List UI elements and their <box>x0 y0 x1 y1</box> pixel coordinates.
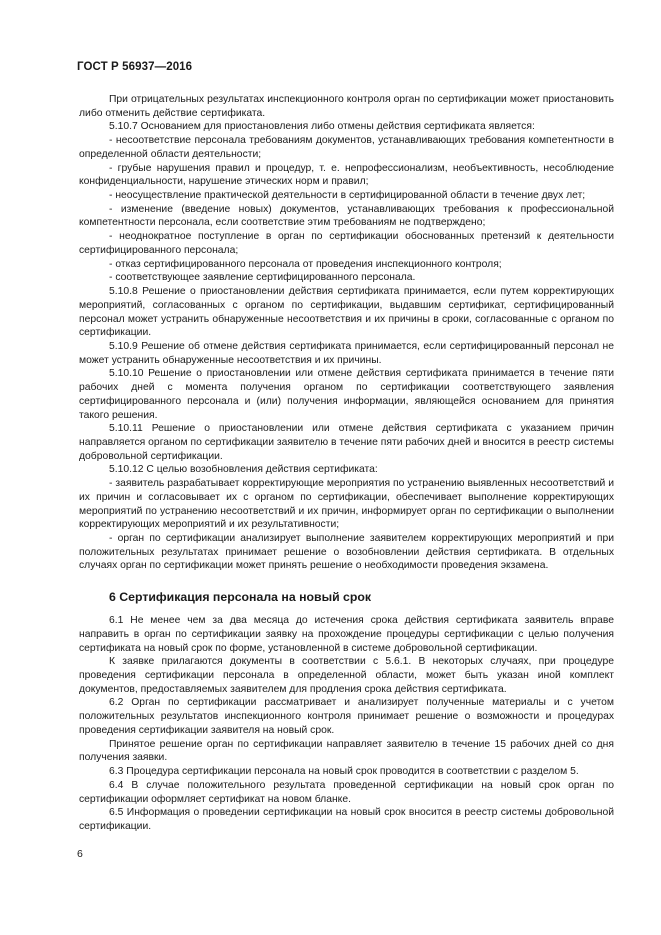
paragraph: 5.10.9 Решение об отмене действия сертификата принимается, если сертифицированный персонал не может устранить обнаруженные несоответствия и их причины. <box>79 340 614 366</box>
paragraph: При отрицательных результатах инспекционного контроля орган по сертификации может приостановить либо отменить действие сертификата. <box>79 94 614 119</box>
paragraph: 6.1 Не менее чем за два месяца до истечения срока действия сертификата заявитель вправе направить в орган по сертификации заявку на прохождение процедуры сертификации с целью получения сертификата на новый срок по форме, установленной в системе добровольной сертификации. <box>79 615 614 654</box>
list-item: - отказ сертифицированного персонала от проведения инспекционного контроля; <box>109 258 502 270</box>
document-code-header: ГОСТ Р 56937—2016 <box>77 61 193 73</box>
paragraph: 6.4 В случае положительного результата проведенной сертификации на новый срок орган по сертификации оформляет сертификат на новом бланке. <box>79 779 614 805</box>
paragraph: 5.10.10 Решение о приостановлении или отмене действия сертификата принимается в течение пяти рабочих дней с момента получения органом по сертификации соответствующего заявления сертифицированного персонала и (или) получения информации, являющейся основанием для принятия такого решения. <box>79 368 614 421</box>
list-item: - заявитель разрабатывает корректирующие мероприятия по устранению выявленных несоответствий и их причин и согласовывает их с органом по сертификации, обеспечивает выполнение корректирующих мероприятий по устранению несоответствий и их причин, информирует орган по сертификации о выполнении корректирующих мероприятий и их результативности; <box>79 478 614 531</box>
page-body <box>79 93 614 834</box>
list-item: - изменение (введение новых) документов, устанавливающих требования к профессиональной компетентности персонала, если соответствие этим требованиям не подтверждено; <box>79 203 614 229</box>
paragraph: К заявке прилагаются документы в соответствии с 5.6.1. В некоторых случаях, при процедуре проведения сертификации персонала в определенной области, может быть указан иной комплект документов, предоставляемых заявителем для продления срока действия сертификата. <box>79 656 614 695</box>
paragraph: Принятое решение орган по сертификации направляет заявителю в течение 15 рабочих дней со дня получения заявки. <box>79 738 614 764</box>
list-item: - неоднократное поступление в орган по сертификации обоснованных претензий к деятельности сертифицированного персонала; <box>79 231 614 256</box>
paragraph: 6.2 Орган по сертификации рассматривает и анализирует полученные материалы и с учетом положительных результатов инспекционного контроля принимает решение о возможности и процедурах проведения сертификации заявителя на новый срок. <box>79 697 614 736</box>
list-item: - грубые нарушения правил и процедур, т. е. непрофессионализм, необъективность, несоблюдение конфиденциальности, нарушение этических норм и правил; <box>79 162 614 188</box>
paragraph: 6.5 Информация о проведении сертификации на новый срок вносится в реестр системы добровольной сертификации. <box>79 807 614 832</box>
paragraph: 5.10.7 Основанием для приостановления либо отмены действия сертификата является: <box>109 121 535 133</box>
list-item: - соответствующее заявление сертифицированного персонала. <box>109 272 416 284</box>
list-item: - орган по сертификации анализирует выполнение заявителем корректирующих мероприятий и при положительных результатах принимает решение о возобновлении действия сертификата. В отдельных случаях орган по сертификации может принять решение о необходимости проведения экзамена. <box>79 533 614 572</box>
list-item: - неосуществление практической деятельности в сертифицированной области в течение двух лет; <box>109 190 586 202</box>
paragraph: 6.3 Процедура сертификации персонала на новый срок проводится в соответствии с разделом 5. <box>109 766 579 778</box>
section-heading: 6 Сертификация персонала на новый срок <box>109 590 372 605</box>
list-item: - несоответствие персонала требованиям документов, устанавливающих требования компетентности в определенной области деятельности; <box>79 135 614 160</box>
paragraph: 5.10.12 С целью возобновления действия сертификата: <box>109 464 378 476</box>
paragraph: 5.10.11 Решение о приостановлении или отмене действия сертификата с указанием причин направляется органом по сертификации заявителю в течение пяти рабочих дней и вносится в реестр системы добровольной сертификации. <box>79 423 614 462</box>
paragraph: 5.10.8 Решение о приостановлении действия сертификата принимается, если путем корректирующих мероприятий, согласованных с органом по сертификации, выдавшим сертификат, сертифицированный персонал может устранить обнаруженные несоответствия и их причины в сроки, согласованные с органом по сертификации. <box>79 286 614 339</box>
page-number: 6 <box>77 848 83 860</box>
